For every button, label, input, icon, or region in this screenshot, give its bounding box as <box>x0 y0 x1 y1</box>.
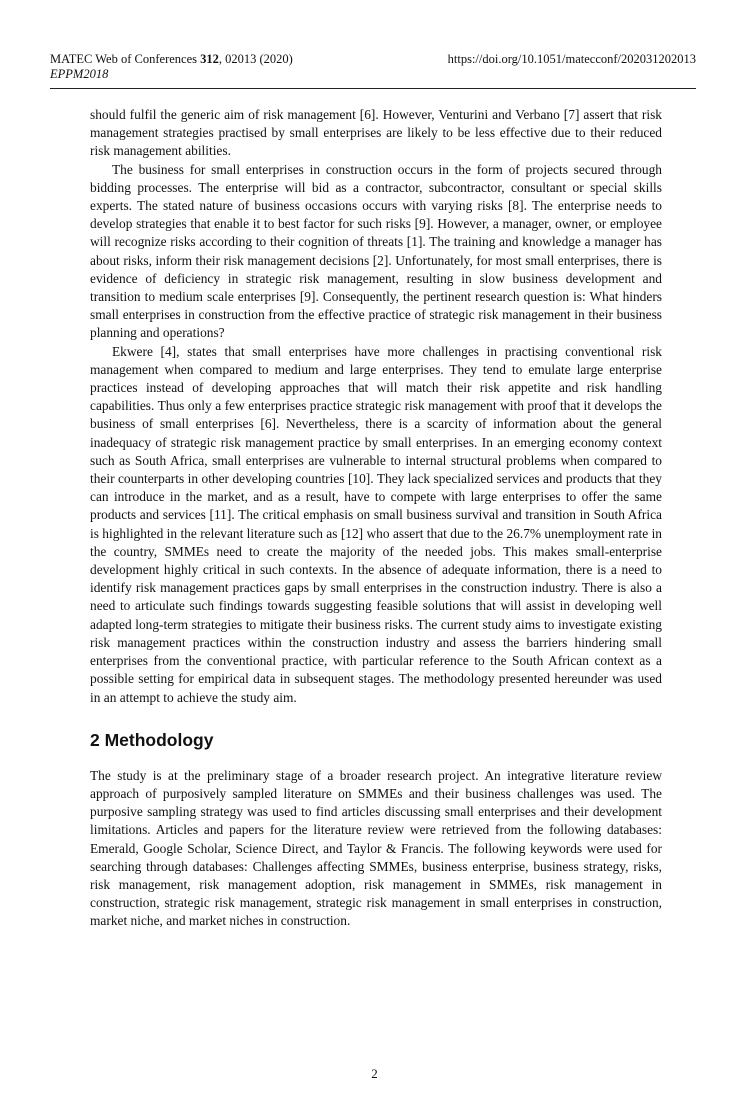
paragraph: Ekwere [4], states that small enterprises have more challenges in practising conventional risk management when compared to medium and large enterprises. They tend to emulate large enterprise practices instead of developing approaches that will match their risk appetite and risk handling capabilities. Thus only a few enterprises practice strategic risk management with proof that it develops the business of small enterprises [6]. Nevertheless, there is a scarcity of information about the general inadequacy of strategic risk management practice by small enterprises. In an emerging economy context such as South Africa, small enterprises are vulnerable to internal structural problems when compared to their counterparts in other developing countries [10]. They lack specialized services and products that they can introduce in the market, and as a result, have to compete with large enterprises to offer the same products and services [11]. The critical emphasis on small business survival and transition in South Africa is highlighted in the relevant literature such as [12] who assert that due to the 26.7% unemployment rate in the country, SMMEs need to create the majority of the needed jobs. This makes small-enterprise development highly critical in such contexts. In the absence of adequate information, there is a need to identify risk management practices gaps by small enterprises in the construction industry. There is also a need to articulate such findings towards suggesting feasible solutions that will assist in developing well adapted long-term strategies to mitigate their business risks. The current study aims to investigate existing risk management practices within the construction industry and assess the barriers hindering small enterprises from the conventional practice, with particular reference to the South African context as a possible setting for empirical data in subsequent stages. The methodology presented hereunder was used in an attempt to achieve the study aim. <box>90 343 662 705</box>
paragraph: The business for small enterprises in construction occurs in the form of projects secured through bidding processes. The enterprise will bid as a contractor, subcontractor, consultant or special skills experts. The stated nature of business occasions occurs with varying risks [8]. The enterprise needs to develop strategies that enable it to best factor for such risks [9]. However, a manager, owner, or employee will recognize risks according to their cognition of threats [1]. The training and knowledge a manager has about risks, inform their risk management decisions [2]. Unfortunately, for most small enterprises, there is evidence of deficiency in strategic risk management, resulting in slow business development and transition to medium scale enterprises [9]. Consequently, the pertinent research question is: What hinders small enterprises in construction from the effective practice of strategic risk management in their business planning and operations? <box>90 161 662 341</box>
body-text <box>90 106 662 931</box>
header-rule <box>50 88 696 89</box>
doi-link[interactable]: https://doi.org/10.1051/matecconf/202031202013 <box>447 52 696 66</box>
conference-name: EPPM2018 <box>50 67 109 81</box>
paragraph: The study is at the preliminary stage of a broader research project. An integrative literature review approach of purposively sampled literature on SMMEs and their business challenges was used. The purposive sampling strategy was used to find articles discussing small enterprises and their development limitations. Articles and papers for the literature review were retrieved from the following databases: Emerald, Google Scholar, Science Direct, and Taylor & Francis. The following keywords were used for searching through databases: Challenges affecting SMMEs, business enterprise, business strategy, risks, risk management, risk management adoption, risk management in SMMEs, risk management in construction, strategic risk management, strategic risk management in small enterprises in construction, market niche, and market niches in construction. <box>90 767 662 929</box>
page-number: 2 <box>371 1066 378 1081</box>
paragraph: should fulfil the generic aim of risk management [6]. However, Venturini and Verbano [7] assert that risk management strategies practised by small enterprises are likely to be less effective due to their reduced risk management abilities. <box>90 107 662 159</box>
running-header <box>50 52 696 82</box>
section-heading: 2 Methodology <box>90 729 214 750</box>
journal-citation: MATEC Web of Conferences 312, 02013 (2020) <box>50 52 293 66</box>
volume-number: 312 <box>200 52 219 66</box>
